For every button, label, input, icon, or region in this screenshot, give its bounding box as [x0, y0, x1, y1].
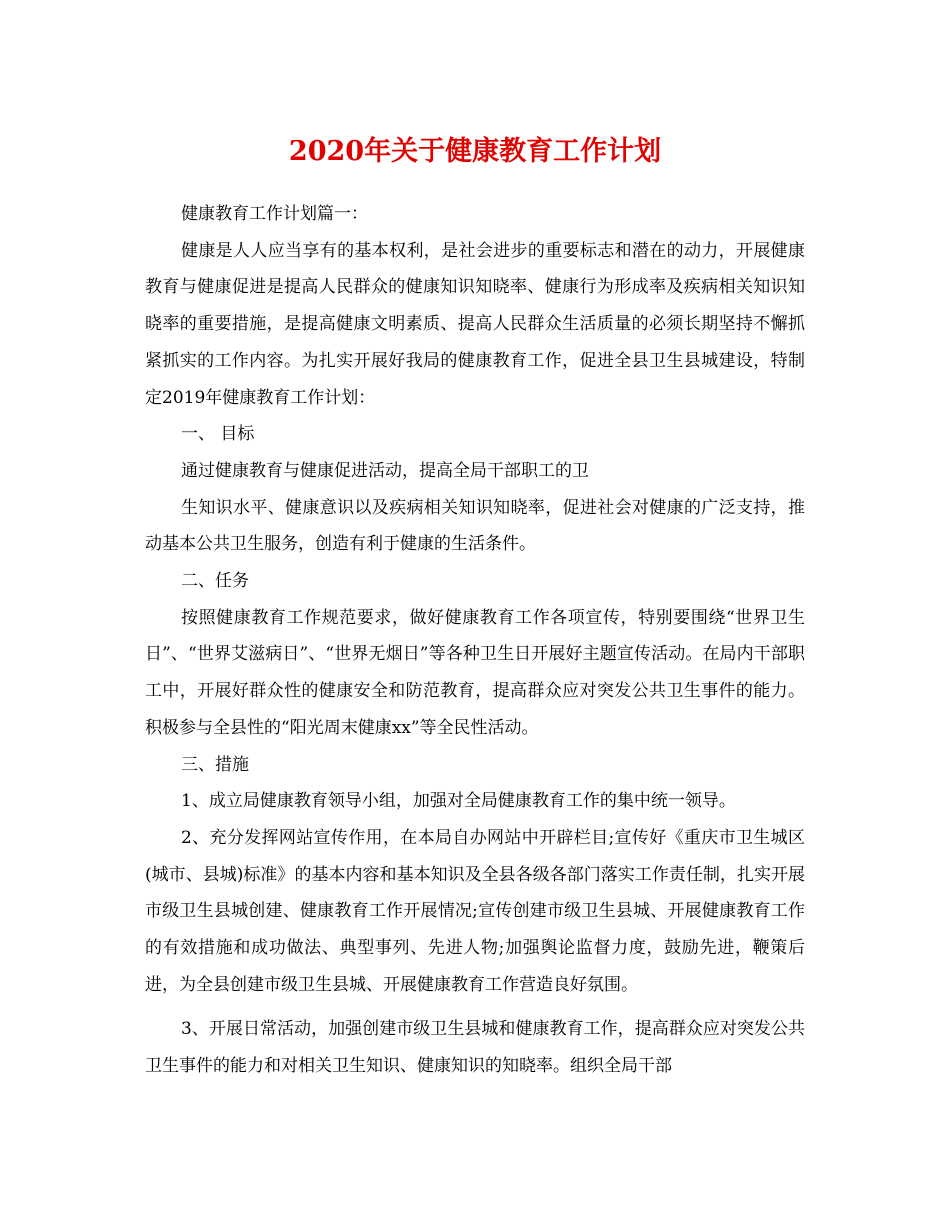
paragraph-task: 按照健康教育工作规范要求，做好健康教育工作各项宣传，特别要围绕“世界卫生日”、“世界艾滋病日”、“世界无烟日”等各种卫生日开展好主题宣传活动。在局内干部职工中，开展好群众性的健康安全和防范教育，提高群众应对突发公共卫生事件的能力。积极参与全县性的“阳光周末健康xx”等全民性活动。	[145, 607, 805, 738]
paragraph-intro: 健康是人人应当享有的基本权利，是社会进步的重要标志和潜在的动力，开展健康教育与健康促进是提高人民群众的健康知识知晓率、健康行为形成率及疾病相关知识知晓率的重要措施，是提高健康文明素质、提高人民群众生活质量的必须长期坚持不懈抓紧抓实的工作内容。为扎实开展好我局的健康教育工作，促进全县卫生县城建设，特制定2019年健康教育工作计划：	[145, 240, 805, 408]
document-body	[145, 196, 805, 1085]
paragraph-section-heading: 健康教育工作计划篇一：	[181, 204, 368, 224]
document-title: 2020年关于健康教育工作计划	[288, 136, 662, 167]
heading-task: 二、任务	[181, 571, 249, 592]
paragraph-goal-line2: 生知识水平、健康意识以及疾病相关知识知晓率，促进社会对健康的广泛支持，推动基本公共卫生服务，创造有利于健康的生活条件。	[145, 497, 805, 555]
paragraph-measure-2: 2、充分发挥网站宣传作用，在本局自办网站中开辟栏目;宣传好《重庆市卫生城区(城市、县城)标准》的基本内容和基本知识及全县各级各部门落实工作责任制，扎实开展市级卫生县城创建、健康教育工作开展情况;宣传创建市级卫生县城、开展健康教育工作的有效措施和成功做法、典型事列、先进人物;加强舆论监督力度，鼓励先进，鞭策后进，为全县创建市级卫生县城、开展健康教育工作营造良好氛围。	[145, 827, 805, 995]
heading-goal: 一、 目标	[181, 424, 255, 445]
paragraph-goal-line1: 通过健康教育与健康促进活动，提高全局干部职工的卫	[181, 460, 589, 481]
paragraph-measure-1: 1、成立局健康教育领导小组，加强对全局健康教育工作的集中统一领导。	[181, 791, 736, 812]
heading-measures: 三、措施	[181, 754, 249, 775]
paragraph-measure-3: 3、开展日常活动，加强创建市级卫生县城和健康教育工作，提高群众应对突发公共卫生事件的能力和对相关卫生知识、健康知识的知晓率。组织全局干部	[145, 1019, 805, 1077]
